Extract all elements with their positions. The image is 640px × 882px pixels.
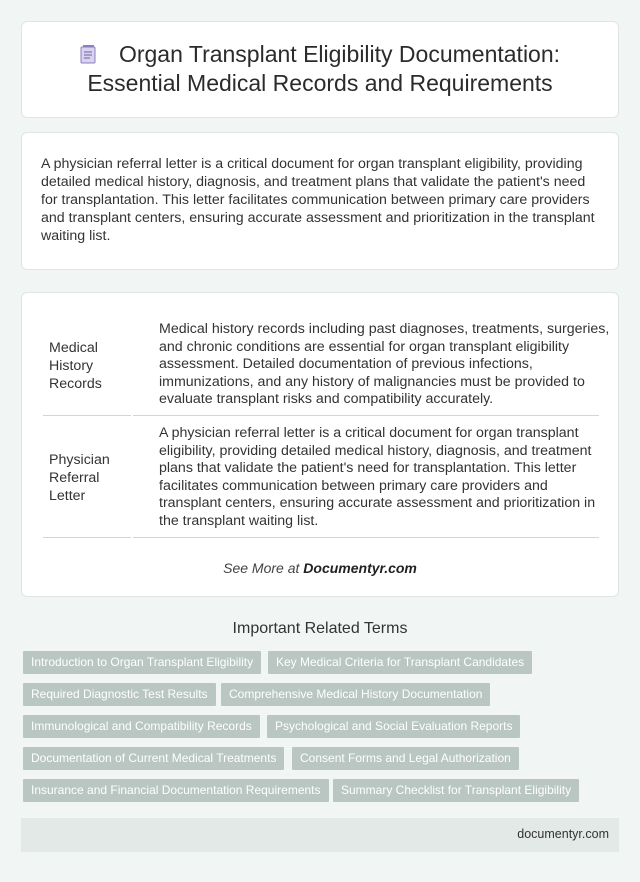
see-more-link[interactable]: See More at Documentyr.com: [223, 560, 417, 576]
footer-site-link[interactable]: documentyr.com: [517, 827, 609, 841]
related-term-tag[interactable]: Insurance and Financial Documentation Requirements: [23, 779, 329, 802]
related-term-tag[interactable]: Summary Checklist for Transplant Eligibility: [333, 779, 579, 802]
divider: [133, 415, 599, 416]
see-more-site[interactable]: Documentyr.com: [303, 560, 417, 576]
page-title: [22, 40, 618, 98]
related-term-tag[interactable]: Introduction to Organ Transplant Eligibility: [23, 651, 261, 674]
document-icon: [80, 42, 97, 62]
title-card: [21, 21, 619, 118]
divider: [43, 537, 131, 538]
row-label: Physician Referral Letter: [49, 452, 110, 504]
row-description: A physician referral letter is a critical document for organ transplant eligibility, providing detailed medical history, diagnosis, and treatment plans that validate the patient's need for transplantation. This letter facilitates communication between primary care providers and transplant centers, ensuring accurate assessment and prioritization in the transplant waiting list.: [159, 425, 596, 529]
related-term-tag[interactable]: Immunological and Compatibility Records: [23, 715, 260, 738]
divider: [133, 537, 599, 538]
records-table-card: [21, 292, 619, 597]
intro-card: [21, 132, 619, 270]
related-terms-title: Important Related Terms: [232, 620, 408, 637]
intro-text: A physician referral letter is a critical document for organ transplant eligibility, providing detailed medical history, diagnosis, and treatment plans that validate the patient's need for transplantation. This letter facilitates communication between primary care providers and transplant centers, ensuring accurate assessment and prioritization in the transplant waiting list.: [41, 156, 595, 244]
related-term-tag[interactable]: Psychological and Social Evaluation Reports: [267, 715, 520, 738]
related-term-tag[interactable]: Key Medical Criteria for Transplant Candidates: [268, 651, 532, 674]
related-term-tag[interactable]: Consent Forms and Legal Authorization: [292, 747, 519, 770]
table-row: [43, 425, 619, 530]
related-term-tag[interactable]: Comprehensive Medical History Documentation: [221, 683, 490, 706]
table-row: [43, 321, 619, 413]
row-description: Medical history records including past diagnoses, treatments, surgeries, and chronic conditions are essential for organ transplant eligibility assessment. Detailed documentation of previous infections, immunizations, and any history of malignancies must be provided to evaluate transplant risks and compatibility accurately.: [159, 321, 610, 407]
row-label: Medical History Records: [49, 340, 102, 392]
divider: [43, 415, 131, 416]
related-term-tag[interactable]: Documentation of Current Medical Treatments: [23, 747, 284, 770]
related-term-tag[interactable]: Required Diagnostic Test Results: [23, 683, 216, 706]
title-line-1: Organ Transplant Eligibility Documentation:: [22, 40, 618, 69]
footer-bar: [21, 818, 619, 852]
title-line-2: Essential Medical Records and Requirements: [87, 70, 553, 96]
